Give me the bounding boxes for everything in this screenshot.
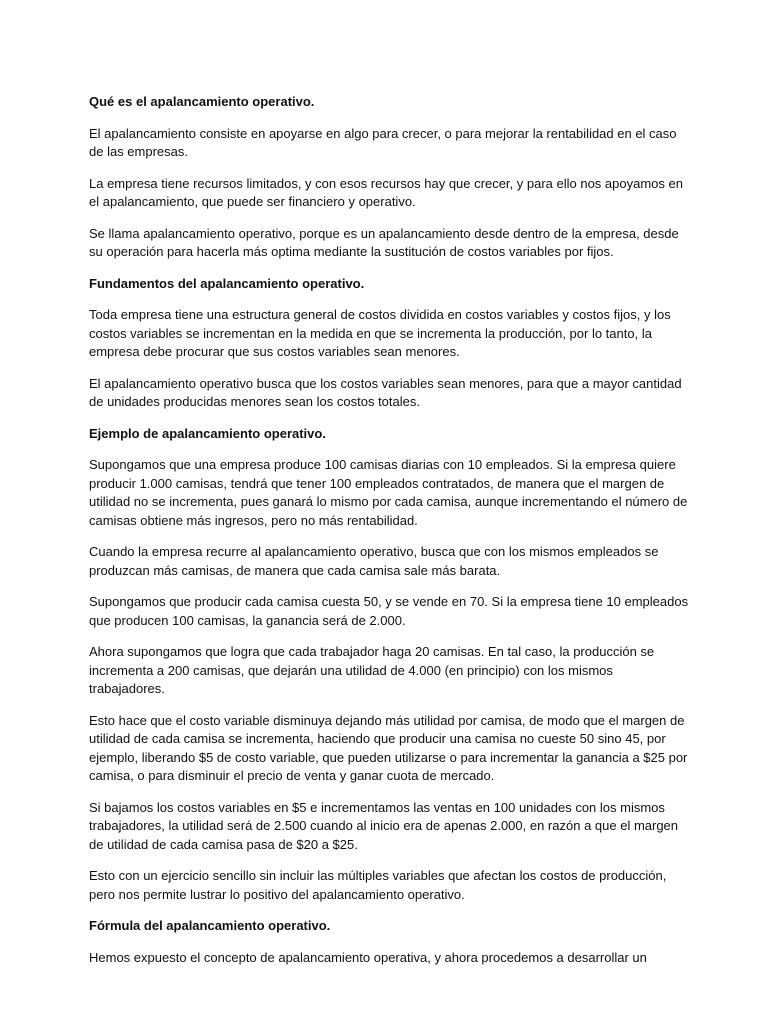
paragraph-simple-exercise: Esto con un ejercicio sencillo sin incluir las múltiples variables que afectan los costos de producción, pero nos permite lustrar lo positivo del apalancamiento operativo. [89, 868, 667, 902]
section-heading-what-is: Qué es el apalancamiento operativo. [89, 94, 315, 109]
paragraph-twenty-shirts: Ahora supongamos que logra que cada trabajador haga 20 camisas. En tal caso, la producción se incrementa a 200 camisas, que dejarán una utilidad de 4.000 (en principio) con los mismos trabajadores. [89, 644, 655, 696]
section-heading-example: Ejemplo de apalancamiento operativo. [89, 425, 326, 441]
section-heading-formula: Fórmula del apalancamiento operativo. [89, 918, 331, 933]
paragraph-lower-costs-profit: Si bajamos los costos variables en $5 e incrementamos las ventas en 100 unidades con los mismos trabajadores, la utilidad será de 2.500 cuando al inicio era de apenas 2.000, en razón a que el margen de utilidad de cada camisa pasa de $20 a $25. [89, 799, 679, 852]
paragraph-why-operating: Se llama apalancamiento operativo, porque es un apalancamiento desde dentro de la empresa, desde su operación para hacerla más optima mediante la sustitución de costos variables por fijos. [89, 225, 679, 259]
paragraph-formula-intro: Hemos expuesto el concepto de apalancamiento operativa, y ahora procedemos a desarrollar un [89, 949, 647, 965]
paragraph-variable-cost-decrease: Esto hace que el costo variable disminuya dejando más utilidad por camisa, de modo que el margen de utilidad de cada camisa se incrementa, haciendo que producir una camisa no cueste 50 sino 45, por ejemplo, liberando $5 de costo variable, que pueden utilizarse o para incrementar la ganancia a $25 por camisa, o para disminuir el precio de venta y ganar cuota de mercado. [89, 712, 688, 783]
paragraph-cost-structure: Toda empresa tiene una estructura general de costos dividida en costos variables y costos fijos, y los costos variables se incrementan en la medida en que se incrementa la producción, por lo tanto, la empresa debe procurar que sus costos variables sean menores. [89, 307, 671, 359]
paragraph-cost-and-price: Supongamos que producir cada camisa cuesta 50, y se vende en 70. Si la empresa tiene 10 empleados que producen 100 camisas, la ganancia será de 2.000. [89, 594, 689, 628]
paragraph-limited-resources: La empresa tiene recursos limitados, y con esos recursos hay que crecer, y para ello nos apoyamos en el apalancamiento, que puede ser financiero y operativo. [89, 175, 683, 209]
section-heading-fundamentals: Fundamentos del apalancamiento operativo. [89, 275, 365, 291]
paragraph-example-shirts: Supongamos que una empresa produce 100 camisas diarias con 10 empleados. Si la empresa quiere producir 1.000 camisas, tendrá que tener 100 empleados contratados, de manera que el margen de utilidad no se incrementa, pues ganará lo mismo por cada camisa, aunque incrementando el número de camisas obtiene más ingresos, pero no más rentabilidad. [89, 457, 688, 528]
paragraph-lower-variable-costs: El apalancamiento operativo busca que los costos variables sean menores, para que a mayor cantidad de unidades producidas menores sean los costos totales. [89, 375, 682, 409]
paragraph-same-employees: Cuando la empresa recurre al apalancamiento operativo, busca que con los mismos empleados se produzcan más camisas, de manera que cada camisa sale más barata. [89, 544, 659, 578]
document-body [89, 93, 689, 980]
paragraph-definition: El apalancamiento consiste en apoyarse en algo para crecer, o para mejorar la rentabilidad en el caso de las empresas. [89, 125, 677, 159]
